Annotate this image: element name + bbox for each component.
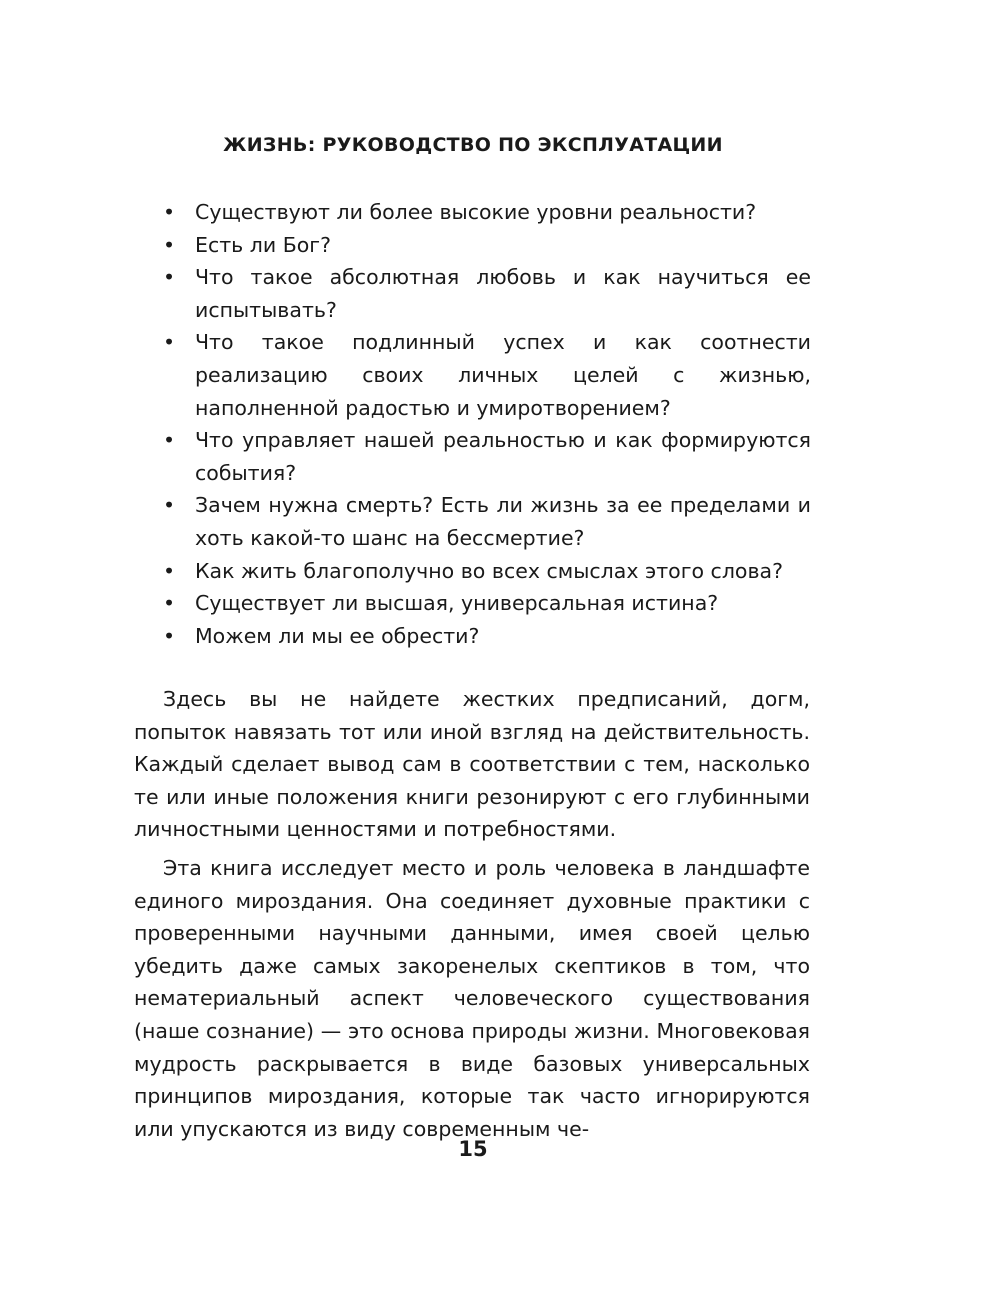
bullet-icon: • xyxy=(163,623,176,648)
bullet-icon: • xyxy=(163,330,176,355)
list-item-text: Что такое подлинный успех и как соотнести реализацию своих личных целей с жизнью, наполненной радостью и умиротворением? xyxy=(195,330,811,420)
list-item-text: Зачем нужна смерть? Есть ли жизнь за ее пределами и хоть какой-то шанс на бессмертие? xyxy=(195,493,811,550)
list-item-text: Как жить благополучно во всех смыслах этого слова? xyxy=(195,558,783,583)
bullet-icon: • xyxy=(163,428,176,453)
bullet-icon: • xyxy=(163,232,176,257)
list-item-text: Существует ли высшая, универсальная истина? xyxy=(195,591,719,616)
bullet-icon: • xyxy=(163,200,176,224)
list-item xyxy=(163,620,811,653)
list-item-text: Есть ли Бог? xyxy=(195,232,331,257)
list-item-text: Существуют ли более высокие уровни реальности? xyxy=(195,200,757,224)
list-item xyxy=(163,555,811,588)
paragraph: Эта книга исследует место и роль человека в ландшафте единого мироздания. Она соединяет духовные практики с проверенными научными данными, имея своей целью убедить даже самых закоренелых скептиков в том, что нематериальный аспект человеческого существования (наше сознание) — это основа природы жизни. Многовековая мудрость раскрывается в виде базовых универсальных принципов мироздания, которые так часто игнорируются или упускаются из виду современным че- xyxy=(134,855,810,1141)
list-item xyxy=(163,587,811,620)
body-text xyxy=(134,683,810,1151)
question-list xyxy=(163,196,811,652)
list-item xyxy=(163,229,811,262)
paragraph: Здесь вы не найдете жестких предписаний, догм, попыток навязать тот или иной взгляд на действительность. Каждый сделает вывод сам в соответствии с тем, насколько те или иные положения книги резонируют с его глубинными личностными ценностями и потребностями. xyxy=(134,687,810,842)
list-item xyxy=(163,261,811,326)
list-item xyxy=(163,196,811,229)
page-number: 15 xyxy=(458,1137,488,1161)
bullet-icon: • xyxy=(163,493,176,518)
bullet-icon: • xyxy=(163,265,176,290)
list-item xyxy=(163,424,811,489)
list-item xyxy=(163,489,811,554)
bullet-icon: • xyxy=(163,591,176,616)
list-item-text: Можем ли мы ее обрести? xyxy=(195,623,480,648)
list-item-text: Что управляет нашей реальностью и как формируются события? xyxy=(195,428,811,485)
bullet-icon: • xyxy=(163,558,176,583)
list-item xyxy=(163,326,811,424)
running-head-title: ЖИЗНЬ: РУКОВОДСТВО ПО ЭКСПЛУАТАЦИИ xyxy=(223,134,723,156)
list-item-text: Что такое абсолютная любовь и как научиться ее испытывать? xyxy=(195,265,811,322)
